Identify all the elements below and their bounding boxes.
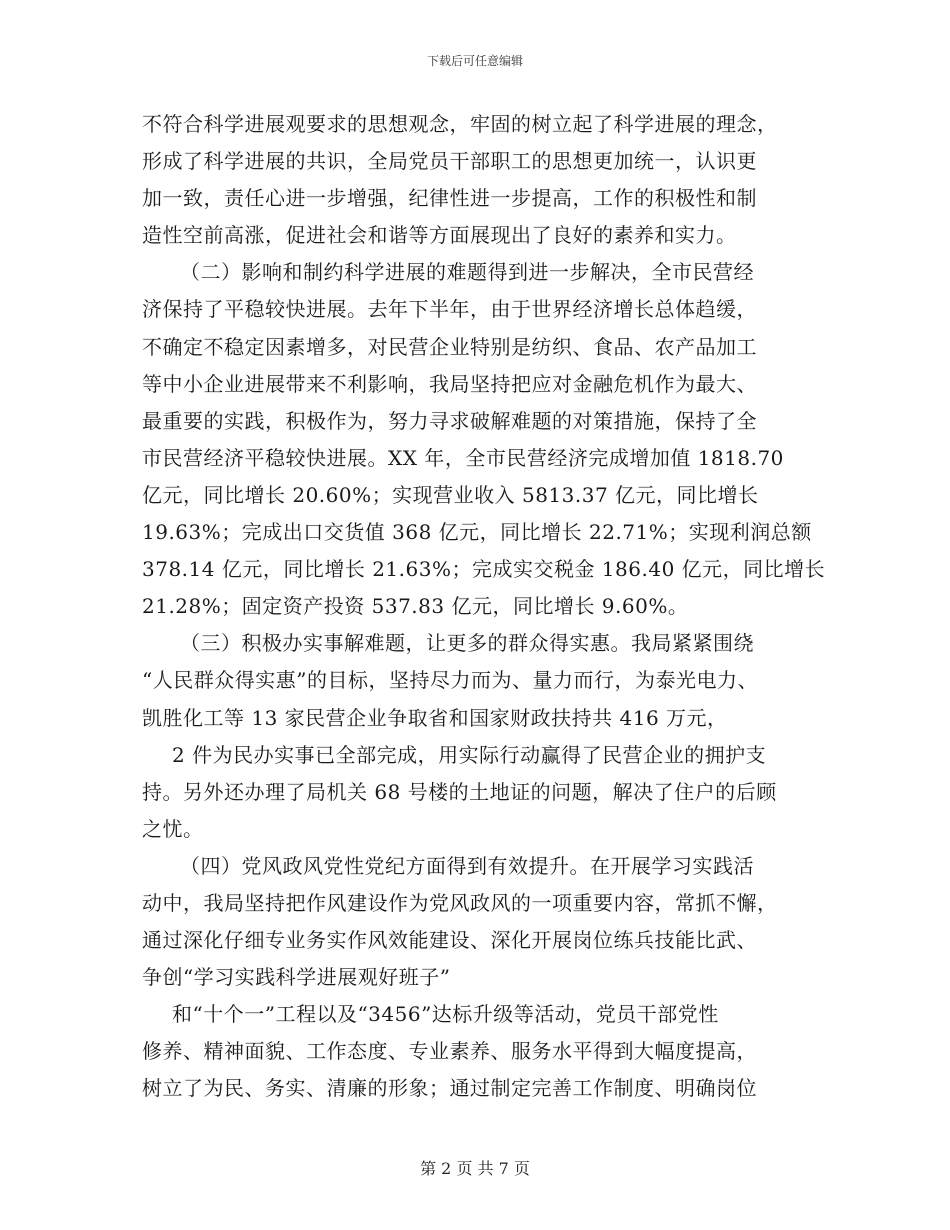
- page-header: 下载后可任意编辑: [426, 54, 523, 68]
- section-heading-line: （四）党风政风党性党纪方面得到有效提升。在开展学习实践活: [180, 853, 754, 878]
- text-line: 修养、精神面貌、工作态度、专业素养、服务水平得到大幅度提高，: [142, 1039, 757, 1064]
- document-body: [142, 106, 826, 1108]
- text-line: 最重要的实践，积极作为，努力寻求破解难题的对策措施，保持了全: [142, 408, 757, 433]
- text-line: 动中，我局坚持把作风建设作为党风政风的一项重要内容，常抓不懈，: [142, 890, 778, 915]
- text-line: 不符合科学进展观要求的思想观念，牢固的树立起了科学进展的理念，: [142, 112, 778, 136]
- text-line: 持。另外还办理了局机关 68 号楼的土地证的问题，解决了住户的后顾: [142, 779, 777, 804]
- text-line: 市民营经济平稳较快进展。XX 年，全市民营经济完成增加值 1818.70: [142, 445, 784, 470]
- text-line: 和“十个一”工程以及“3456”达标升级等活动，党员干部党性: [172, 1002, 719, 1027]
- text-line: 争创“学习实践科学进展观好班子”: [142, 965, 451, 990]
- text-line: 2 件为民办实事已全部完成，用实际行动赢得了民营企业的拥护支: [172, 742, 767, 767]
- text-line: 造性空前高涨，促进社会和谐等方面展现出了良好的素养和实力。: [142, 223, 737, 248]
- page-footer: 第 2 页 共 7 页: [420, 1159, 530, 1178]
- text-line: 之忧。: [142, 816, 204, 841]
- text-line: 等中小企业进展带来不利影响，我局坚持把应对金融危机作为最大、: [142, 371, 757, 396]
- text-line: 21.28%；固定资产投资 537.83 亿元，同比增长 9.60%。: [142, 594, 689, 619]
- text-line: 不确定不稳定因素增多，对民营企业特别是纺织、食品、农产品加工: [142, 334, 757, 359]
- text-line: 亿元，同比增长 20.60%；实现营业收入 5813.37 亿元，同比增长: [142, 482, 759, 507]
- section-heading-line: （三）积极办实事解难题，让更多的群众得实惠。我局紧紧围绕: [180, 631, 754, 656]
- text-line: 加一致，责任心进一步增强，纪律性进一步提高，工作的积极性和制: [142, 186, 757, 211]
- text-line: 凯胜化工等 13 家民营企业争取省和国家财政扶持共 416 万元，: [142, 705, 728, 730]
- text-line: 济保持了平稳较快进展。去年下半年，由于世界经济增长总体趋缓，: [142, 297, 757, 322]
- text-line: 形成了科学进展的共识，全局党员干部职工的思想更加统一，认识更: [142, 149, 757, 174]
- text-line: “人民群众得实惠”的目标，坚持尽力而为、量力而行，为泰光电力、: [142, 668, 758, 693]
- section-heading-line: （二）影响和制约科学进展的难题得到进一步解决，全市民营经: [180, 260, 754, 285]
- text-line: 通过深化仔细专业务实作风效能建设、深化开展岗位练兵技能比武、: [142, 928, 757, 953]
- text-line: 378.14 亿元，同比增长 21.63%；完成实交税金 186.40 亿元，同比增长: [142, 557, 826, 582]
- text-line: 19.63%；完成出口交货值 368 亿元，同比增长 22.71%；实现利润总额: [142, 520, 812, 545]
- text-line: 树立了为民、务实、清廉的形象；通过制定完善工作制度、明确岗位: [142, 1076, 757, 1101]
